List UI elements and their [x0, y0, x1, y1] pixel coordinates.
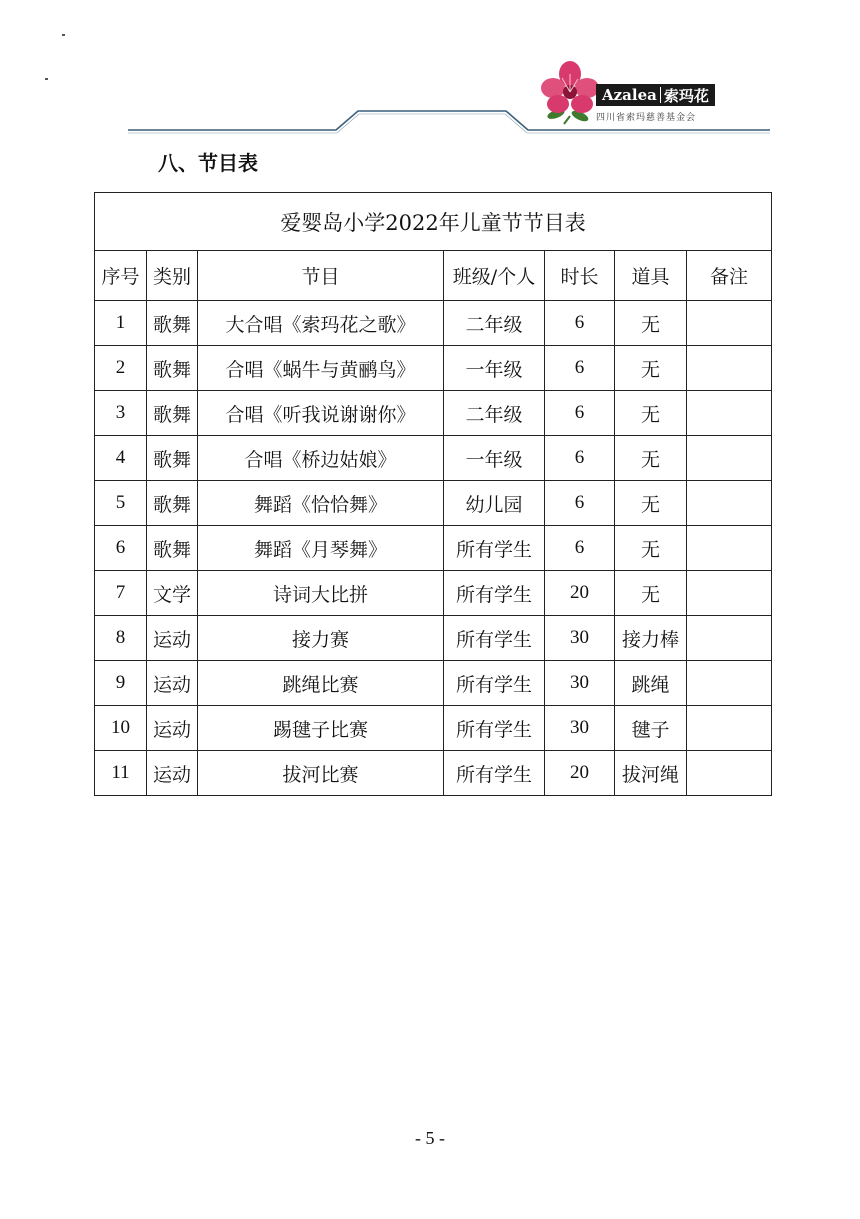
cell-program: 拔河比赛: [198, 751, 444, 796]
cell-index: 11: [95, 751, 147, 796]
cell-category: 歌舞: [147, 301, 198, 346]
cell-notes: [687, 481, 772, 526]
brand-chinese: 索玛花: [663, 86, 709, 105]
cell-performer: 二年级: [444, 301, 545, 346]
section-title: 八、节目表: [158, 151, 258, 175]
cell-performer: 所有学生: [444, 661, 545, 706]
cell-props: 拔河绳: [615, 751, 687, 796]
cell-props: 无: [615, 436, 687, 481]
cell-program: 合唱《蜗牛与黄鹂鸟》: [198, 346, 444, 391]
cell-notes: [687, 571, 772, 616]
cell-performer: 一年级: [444, 436, 545, 481]
cell-program: 舞蹈《恰恰舞》: [198, 481, 444, 526]
cell-category: 歌舞: [147, 346, 198, 391]
cell-category: 运动: [147, 661, 198, 706]
cell-program: 合唱《听我说谢谢你》: [198, 391, 444, 436]
cell-index: 6: [95, 526, 147, 571]
cell-props: 无: [615, 346, 687, 391]
cell-notes: [687, 301, 772, 346]
cell-notes: [687, 436, 772, 481]
column-header: 节目: [198, 251, 444, 301]
program-table: [94, 192, 772, 796]
cell-index: 8: [95, 616, 147, 661]
cell-category: 歌舞: [147, 436, 198, 481]
cell-category: 运动: [147, 706, 198, 751]
page-number: - 5 -: [415, 1128, 445, 1148]
cell-category: 运动: [147, 751, 198, 796]
cell-index: 10: [95, 706, 147, 751]
brand-separator: [660, 87, 661, 103]
cell-props: 跳绳: [615, 661, 687, 706]
cell-index: 9: [95, 661, 147, 706]
cell-notes: [687, 526, 772, 571]
table-row: [95, 481, 772, 526]
column-header: 道具: [615, 251, 687, 301]
cell-performer: 所有学生: [444, 571, 545, 616]
cell-duration: 6: [545, 346, 615, 391]
cell-duration: 6: [545, 481, 615, 526]
cell-props: 毽子: [615, 706, 687, 751]
cell-duration: 6: [545, 301, 615, 346]
cell-index: 1: [95, 301, 147, 346]
cell-props: 无: [615, 391, 687, 436]
cell-props: 无: [615, 571, 687, 616]
cell-duration: 6: [545, 526, 615, 571]
cell-duration: 6: [545, 436, 615, 481]
column-header: 序号: [95, 251, 147, 301]
cell-category: 运动: [147, 616, 198, 661]
table-row: [95, 436, 772, 481]
brand-latin: Azalea: [602, 86, 657, 104]
cell-duration: 30: [545, 616, 615, 661]
cell-index: 4: [95, 436, 147, 481]
brand-subtitle: 四川省索玛慈善基金会: [596, 113, 697, 123]
column-header: 备注: [687, 251, 772, 301]
cell-notes: [687, 751, 772, 796]
column-header: 时长: [545, 251, 615, 301]
column-header: 类别: [147, 251, 198, 301]
cell-index: 2: [95, 346, 147, 391]
cell-performer: 所有学生: [444, 751, 545, 796]
cell-performer: 一年级: [444, 346, 545, 391]
cell-program: 合唱《桥边姑娘》: [198, 436, 444, 481]
cell-props: 接力棒: [615, 616, 687, 661]
cell-program: 踢毽子比赛: [198, 706, 444, 751]
table-header-row: [95, 251, 772, 301]
cell-props: 无: [615, 481, 687, 526]
cell-program: 大合唱《索玛花之歌》: [198, 301, 444, 346]
cell-program: 跳绳比赛: [198, 661, 444, 706]
cell-duration: 6: [545, 391, 615, 436]
cell-category: 文学: [147, 571, 198, 616]
cell-duration: 20: [545, 751, 615, 796]
table-row: [95, 346, 772, 391]
brand-label: [596, 84, 715, 106]
azalea-flower-icon: [540, 60, 600, 126]
table-caption: 爱婴岛小学2022年儿童节节目表: [95, 193, 772, 251]
header-logo: [540, 60, 740, 130]
cell-performer: 幼儿园: [444, 481, 545, 526]
cell-performer: 所有学生: [444, 616, 545, 661]
cell-notes: [687, 346, 772, 391]
cell-notes: [687, 616, 772, 661]
cell-notes: [687, 661, 772, 706]
cell-duration: 20: [545, 571, 615, 616]
cell-index: 7: [95, 571, 147, 616]
cell-performer: 所有学生: [444, 706, 545, 751]
cell-program: 舞蹈《月琴舞》: [198, 526, 444, 571]
cell-notes: [687, 706, 772, 751]
cell-duration: 30: [545, 706, 615, 751]
table-row: [95, 706, 772, 751]
cell-category: 歌舞: [147, 391, 198, 436]
cell-category: 歌舞: [147, 481, 198, 526]
table-row: [95, 616, 772, 661]
table-row: [95, 391, 772, 436]
table-row: [95, 526, 772, 571]
table-row: [95, 301, 772, 346]
cell-program: 诗词大比拼: [198, 571, 444, 616]
cell-index: 5: [95, 481, 147, 526]
cell-props: 无: [615, 301, 687, 346]
table-row: [95, 661, 772, 706]
cell-index: 3: [95, 391, 147, 436]
cell-duration: 30: [545, 661, 615, 706]
cell-program: 接力赛: [198, 616, 444, 661]
column-header: 班级/个人: [444, 251, 545, 301]
table-row: [95, 751, 772, 796]
cell-category: 歌舞: [147, 526, 198, 571]
cell-props: 无: [615, 526, 687, 571]
cell-notes: [687, 391, 772, 436]
table-row: [95, 571, 772, 616]
cell-performer: 二年级: [444, 391, 545, 436]
cell-performer: 所有学生: [444, 526, 545, 571]
